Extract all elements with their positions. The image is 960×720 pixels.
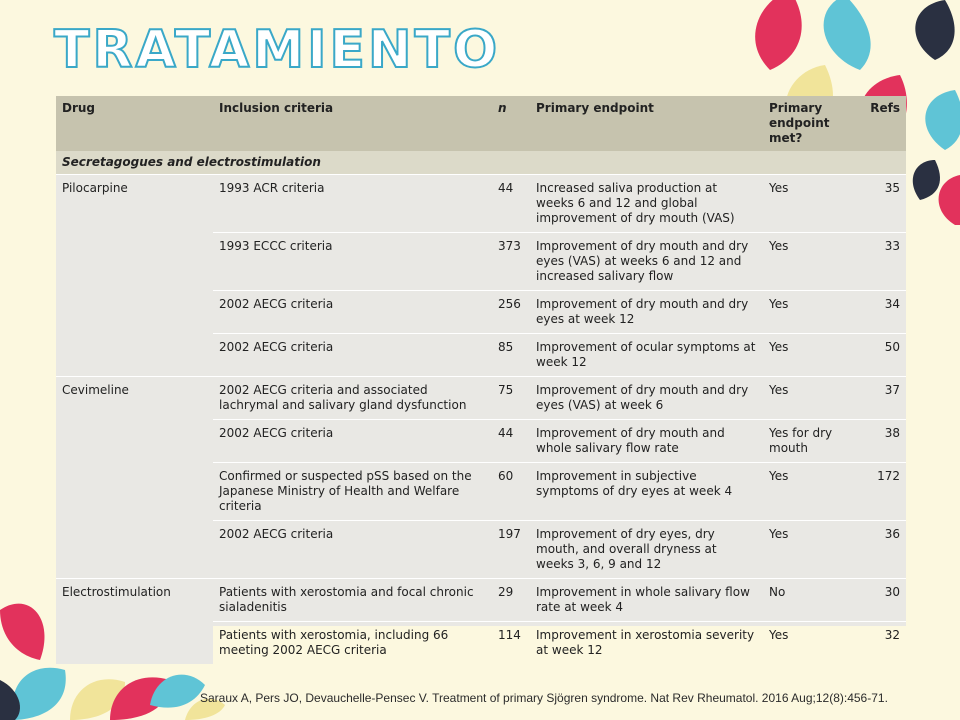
met-cell: No [763, 579, 851, 622]
table-header-row [56, 96, 906, 151]
drug-cell: Electrostimulation [56, 579, 213, 665]
refs-cell: 172 [851, 463, 906, 521]
refs-cell: 37 [851, 377, 906, 420]
refs-cell: 34 [851, 291, 906, 334]
drug-cell: Pilocarpine [56, 175, 213, 377]
endpoint-cell: Improvement in whole salivary flow rate at week 4 [530, 579, 763, 622]
endpoint-cell: Improvement of dry mouth and dry eyes (VAS) at week 6 [530, 377, 763, 420]
header-n: n [492, 96, 530, 151]
endpoint-cell: Improvement in subjective symptoms of dry eyes at week 4 [530, 463, 763, 521]
endpoint-cell: Improvement in xerostomia severity at week 12 [530, 622, 763, 665]
met-cell: Yes for dry mouth [763, 420, 851, 463]
inclusion-cell: 1993 ECCC criteria [213, 233, 492, 291]
n-cell: 197 [492, 521, 530, 579]
page-title: TRATAMIENTO [54, 20, 501, 80]
header-primary-endpoint: Primary endpoint [530, 96, 763, 151]
n-cell: 85 [492, 334, 530, 377]
met-cell: Yes [763, 521, 851, 579]
met-cell: Yes [763, 334, 851, 377]
endpoint-cell: Increased saliva production at weeks 6 and 12 and global improvement of dry mouth (VAS) [530, 175, 763, 233]
n-cell: 256 [492, 291, 530, 334]
met-cell: Yes [763, 622, 851, 665]
met-cell: Yes [763, 463, 851, 521]
met-cell: Yes [763, 291, 851, 334]
n-cell: 373 [492, 233, 530, 291]
met-cell: Yes [763, 233, 851, 291]
n-cell: 44 [492, 175, 530, 233]
section-title: Secretagogues and electrostimulation [56, 151, 906, 175]
endpoint-cell: Improvement of dry mouth and dry eyes (VAS) at weeks 6 and 12 and increased salivary flow [530, 233, 763, 291]
endpoint-cell: Improvement of dry mouth and dry eyes at week 12 [530, 291, 763, 334]
inclusion-cell: 2002 AECG criteria [213, 291, 492, 334]
table-row [56, 175, 906, 233]
inclusion-cell: 2002 AECG criteria [213, 334, 492, 377]
refs-cell: 35 [851, 175, 906, 233]
inclusion-cell: Patients with xerostomia and focal chronic sialadenitis [213, 579, 492, 622]
citation-text: Saraux A, Pers JO, Devauchelle-Pensec V. Treatment of primary Sjögren syndrome. Nat Rev Rheumatol. 2016 Aug;12(8):456-71. [200, 691, 888, 705]
table-body [56, 151, 906, 664]
n-cell: 60 [492, 463, 530, 521]
header-drug: Drug [56, 96, 213, 151]
inclusion-cell: 2002 AECG criteria [213, 521, 492, 579]
endpoint-cell: Improvement of ocular symptoms at week 12 [530, 334, 763, 377]
inclusion-cell: Patients with xerostomia, including 66 meeting 2002 AECG criteria [213, 622, 492, 665]
treatment-table-panel [56, 96, 906, 657]
endpoint-cell: Improvement of dry eyes, dry mouth, and overall dryness at weeks 3, 6, 9 and 12 [530, 521, 763, 579]
endpoint-cell: Improvement of dry mouth and whole salivary flow rate [530, 420, 763, 463]
inclusion-cell: 2002 AECG criteria and associated lachrymal and salivary gland dysfunction [213, 377, 492, 420]
n-cell: 114 [492, 622, 530, 665]
refs-cell: 30 [851, 579, 906, 622]
refs-cell: 38 [851, 420, 906, 463]
met-cell: Yes [763, 377, 851, 420]
n-cell: 75 [492, 377, 530, 420]
refs-cell: 36 [851, 521, 906, 579]
inclusion-cell: 2002 AECG criteria [213, 420, 492, 463]
section-row [56, 151, 906, 175]
drug-cell: Cevimeline [56, 377, 213, 579]
header-inclusion-criteria: Inclusion criteria [213, 96, 492, 151]
refs-cell: 32 [851, 622, 906, 665]
met-cell: Yes [763, 175, 851, 233]
header-refs: Refs [851, 96, 906, 151]
treatment-table [56, 96, 906, 664]
refs-cell: 50 [851, 334, 906, 377]
inclusion-cell: Confirmed or suspected pSS based on the Japanese Ministry of Health and Welfare criteria [213, 463, 492, 521]
n-cell: 44 [492, 420, 530, 463]
table-row [56, 377, 906, 420]
header-primary-endpoint-met: Primary endpoint met? [763, 96, 851, 151]
refs-cell: 33 [851, 233, 906, 291]
n-cell: 29 [492, 579, 530, 622]
inclusion-cell: 1993 ACR criteria [213, 175, 492, 233]
table-row [56, 579, 906, 622]
